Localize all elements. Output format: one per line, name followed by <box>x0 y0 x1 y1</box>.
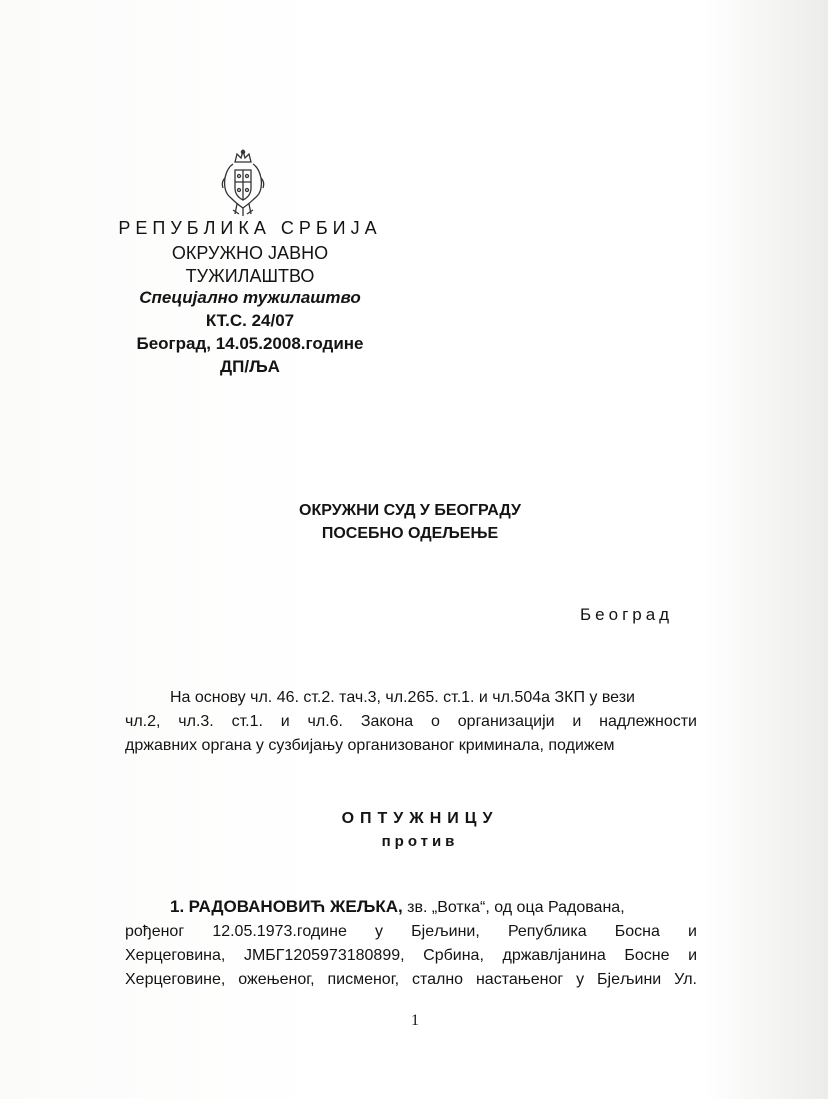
defendant-line: рођеног 12.05.1973.године у Бјељини, Република Босна и <box>125 923 697 940</box>
office-name-line1: ОКРУЖНО ЈАВНО <box>171 243 329 263</box>
legal-basis-paragraph <box>125 686 697 758</box>
date-line: Београд, 14.05.2008.године <box>136 334 364 353</box>
office-name-line2: ТУЖИЛАШТВО <box>185 266 315 286</box>
court-name: ОКРУЖНИ СУД У БЕОГРАДУ <box>299 502 521 519</box>
defendant-details: зв. „Вотка“, од оца Радована, <box>407 899 625 916</box>
legal-basis-line: На основу чл. 46. ст.2. тач.3, чл.265. ст.1. и чл.504а ЗКП у вези <box>170 689 635 706</box>
indictment-title: ОПТУЖНИЦУ <box>341 810 499 827</box>
court-department: ПОСЕБНО ОДЕЉЕЊЕ <box>321 525 499 542</box>
case-number: КТ.С. 24/07 <box>205 311 295 330</box>
page-number: 1 <box>411 1012 419 1029</box>
defendant-number: 1. <box>170 897 185 916</box>
legal-basis-line: чл.2, чл.3. ст.1. и чл.6. Закона о организацији и надлежности <box>125 713 697 730</box>
serbian-coat-of-arms-icon <box>219 148 267 218</box>
republic-heading: РЕПУБЛИКА СРБИЈА <box>118 218 382 238</box>
court-city: Београд <box>580 605 674 624</box>
reference-initials: ДП/ЉА <box>220 357 280 376</box>
legal-basis-line: државних органа у сузбијању организованог криминала, подижем <box>125 737 615 754</box>
indictment-subtitle: против <box>381 833 459 850</box>
defendant-name: РАДОВАНОВИЋ ЖЕЉКА, <box>188 897 403 916</box>
defendant-line: Херцеговина, ЈМБГ1205973180899, Србина, државлјанина Босне и <box>125 947 697 964</box>
special-prosecution: Специјално тужилаштво <box>139 288 361 307</box>
defendant-paragraph <box>125 895 697 992</box>
defendant-line: Херцеговине, ожењеног, писменог, стално настањеног у Бјељини Ул. <box>125 971 697 988</box>
defendant-line <box>125 895 697 920</box>
